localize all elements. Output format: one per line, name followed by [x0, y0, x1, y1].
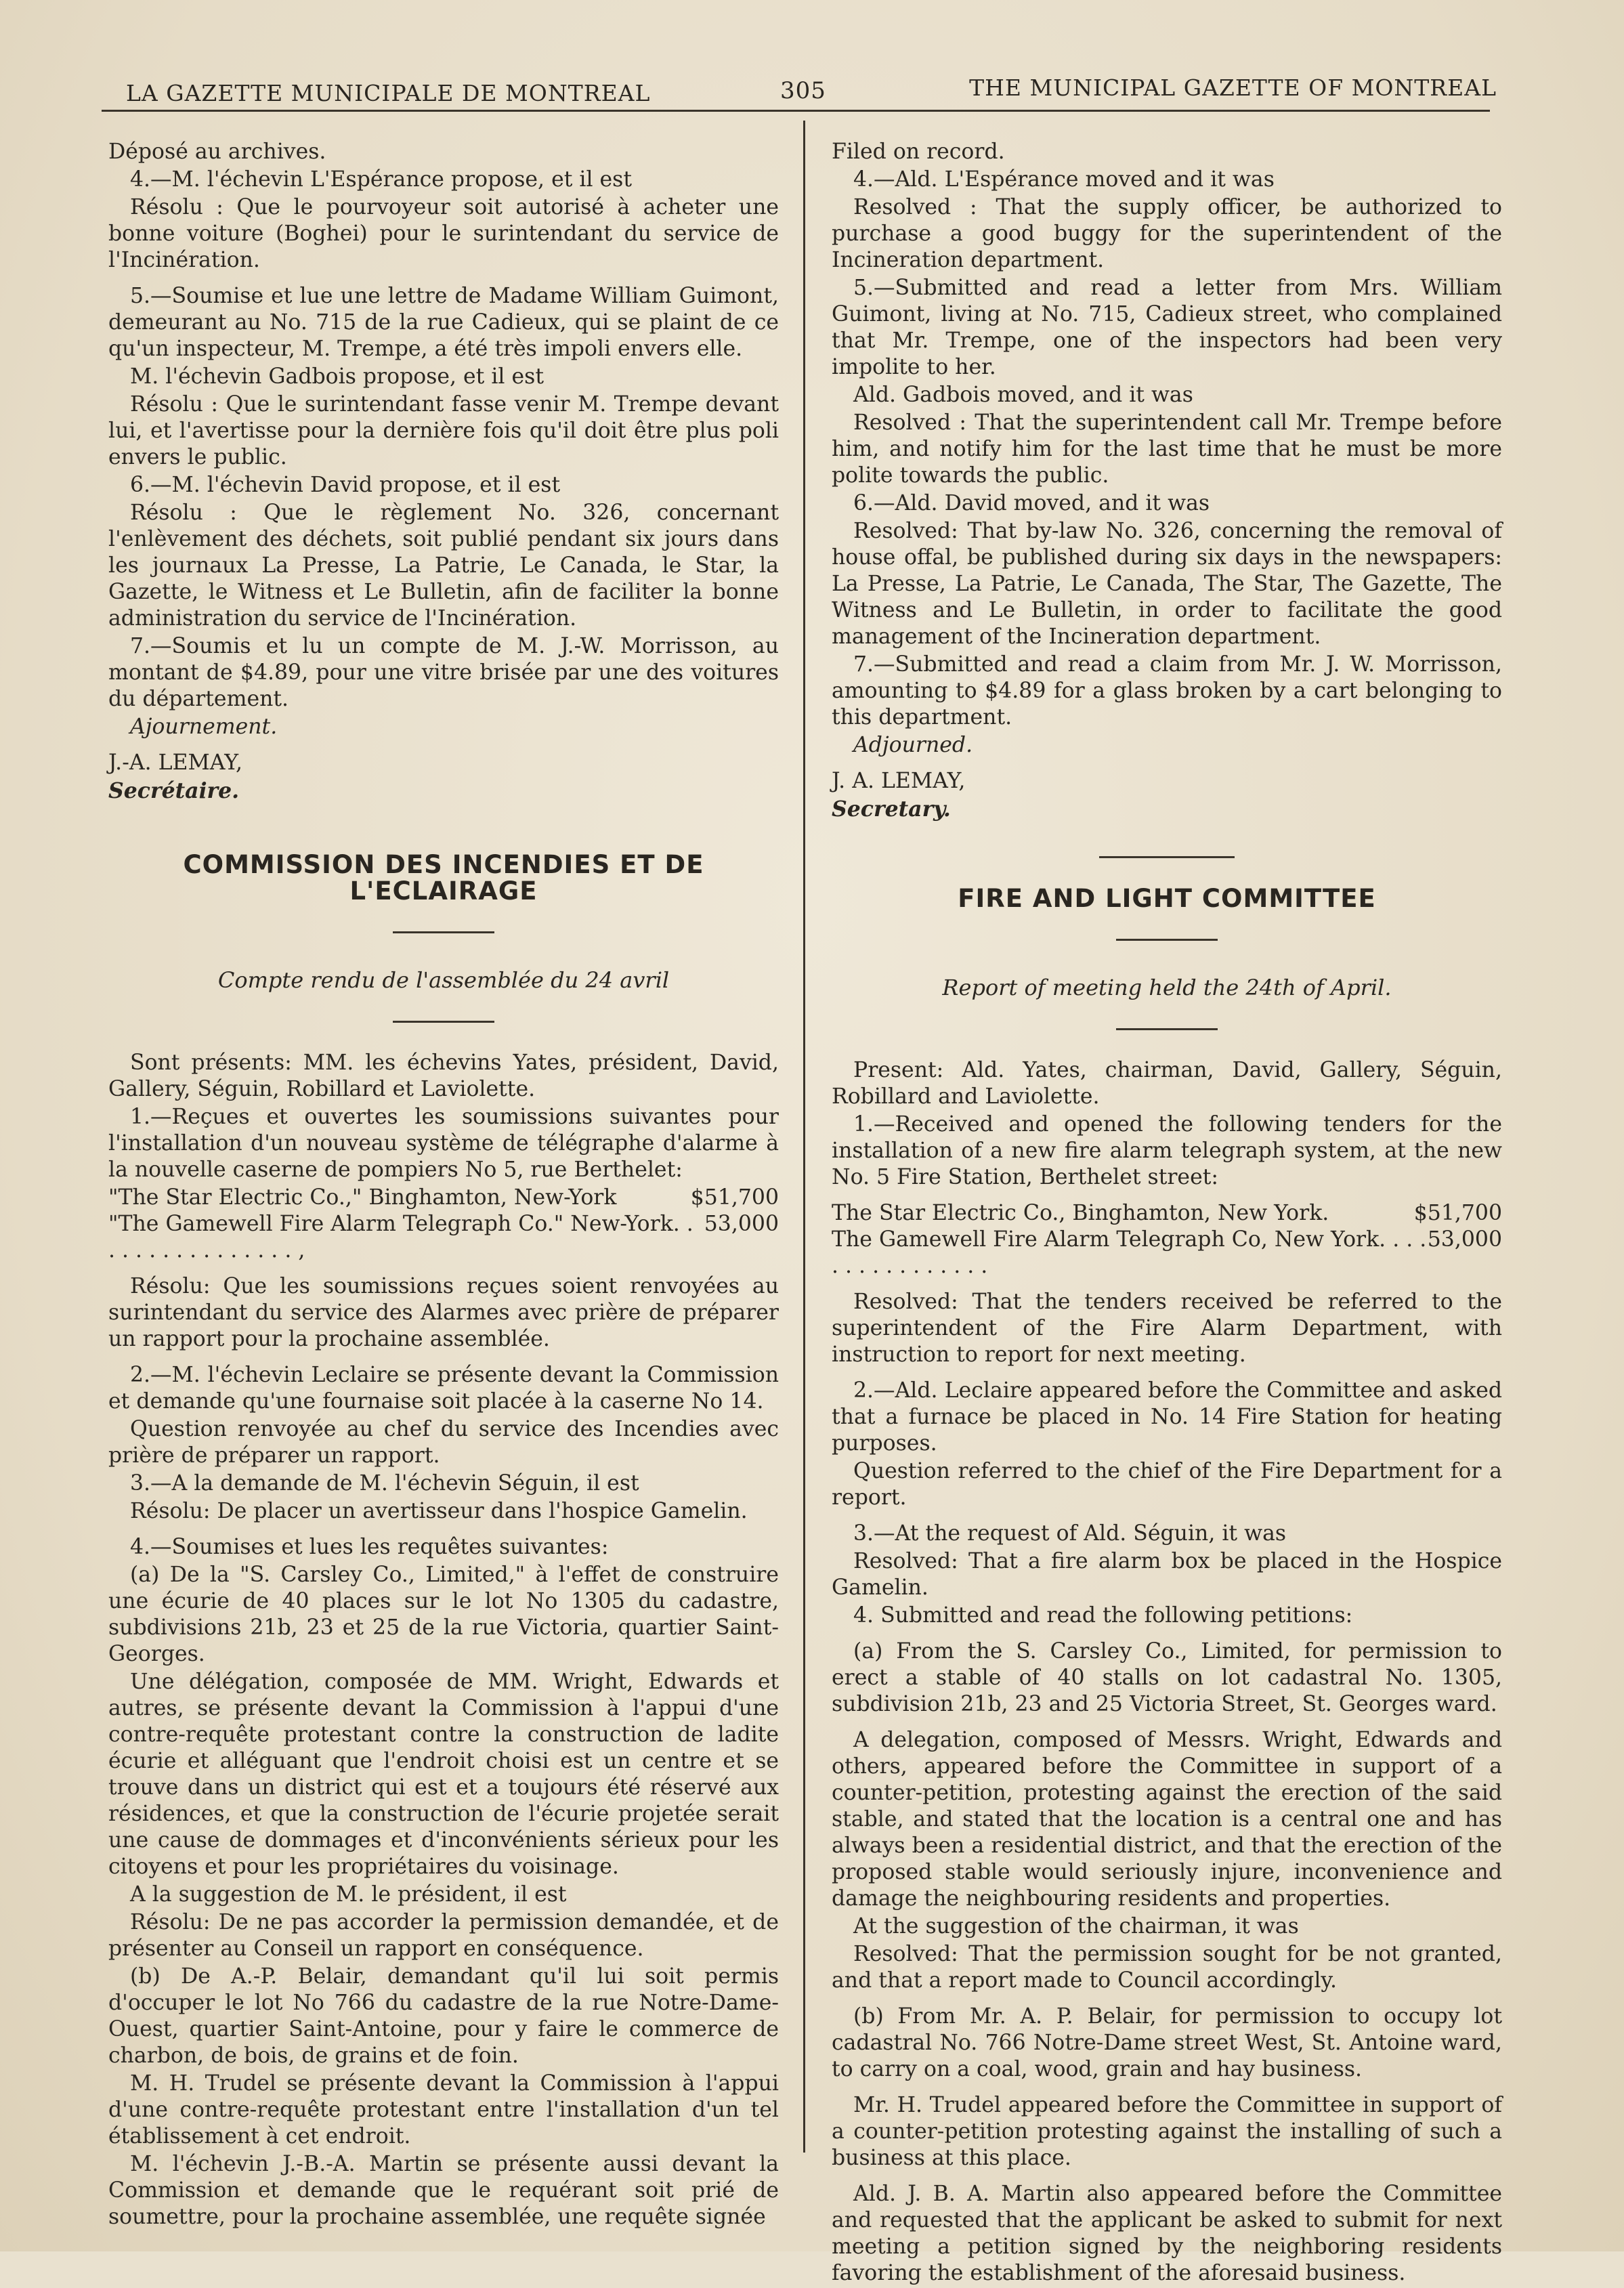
paragraph: Question referred to the chief of the Fire Department for a report. [832, 1459, 1502, 1510]
paragraph: A delegation, composed of Messrs. Wright, Edwards and others, appeared before the Committee in support of a counter-petition, protesting against the erection of the said stable, and stated that the location is a central one and has always been a residential district, and that the erection of the proposed stable would seriously injure, inconvenience and damage the neighbouring residents and properties. [832, 1728, 1502, 1911]
paragraph: Résolu : Que le surintendant fasse venir M. Trempe devant lui, et l'avertisse pour la dernière fois qu'il doit être plus poli envers le public. [108, 392, 779, 469]
paragraph: (a) De la "S. Carsley Co., Limited," à l'effet de construire une écurie de 40 places sur le lot No 1305 du cadastre, subdivisions 21b, 23 et 25 de la rue Victoria, quartier Saint-Georges. [108, 1563, 779, 1666]
paragraph: At the suggestion of the chairman, it was [853, 1914, 1299, 1939]
paragraph: 2.—M. l'échevin Leclaire se présente devant la Commission et demande qu'une fournaise soit placée à la caserne No 14. [108, 1363, 779, 1414]
paragraph: 4.—Ald. L'Espérance moved and it was [853, 167, 1275, 192]
paragraph: 6.—Ald. David moved, and it was [853, 491, 1210, 515]
paragraph: Résolu : Que le pourvoyeur soit autorisé à acheter une bonne voiture (Boghei) pour le surintendant du service de l'Incinération. [108, 195, 779, 272]
tender-amount: 53,000 [704, 1212, 779, 1236]
paragraph: 2.—Ald. Leclaire appeared before the Committee and asked that a furnace be placed in No. 14 Fire Station for heating purposes. [832, 1378, 1502, 1456]
paragraph: Resolved: That the permission sought for be not granted, and that a report made to Council accordingly. [832, 1942, 1502, 1993]
paragraph: 4.—Soumises et lues les requêtes suivantes: [130, 1535, 609, 1559]
paragraph: A la suggestion de M. le président, il est [130, 1882, 567, 1907]
tender-name: "The Gamewell Fire Alarm Telegraph Co." New-York. . . . . . . . . . . . . . . . , [108, 1212, 693, 1263]
paragraph: Resolved: That a fire alarm box be placed in the Hospice Gamelin. [832, 1549, 1502, 1600]
paragraph: Present: Ald. Yates, chairman, David, Gallery, Séguin, Robillard and Laviolette. [832, 1058, 1502, 1109]
paragraph: Filed on record. [832, 140, 1005, 164]
signature-role: Secrétaire. [108, 778, 240, 803]
signature-name: J.-A. LEMAY, [108, 750, 242, 775]
tender-amount: $51,700 [1413, 1201, 1502, 1225]
paragraph: Mr. H. Trudel appeared before the Committee in support of a counter-petition protesting against the installing of such a business at this place. [832, 2093, 1502, 2170]
tender-amount: $51,700 [690, 1185, 779, 1210]
paragraph: 7.—Soumis et lu un compte de M. J.-W. Morrisson, au montant de $4.89, pour une vitre brisée par une des voitures du département. [108, 634, 779, 711]
paragraph: 7.—Submitted and read a claim from Mr. J. W. Morrisson, amounting to $4.89 for a glass broken by a cart belonging to this department. [832, 652, 1502, 729]
adjourn-note: Ajournement. [130, 715, 278, 739]
paragraph: Resolved : That the supply officer, be authorized to purchase a good buggy for the superintendent of the Incineration department. [832, 195, 1502, 272]
paragraph: 5.—Submitted and read a letter from Mrs. William Guimont, living at No. 715, Cadieux street, who complained that Mr. Trempe, one of the inspectors had been very impolite to her. [832, 276, 1502, 379]
paragraph: (b) From Mr. A. P. Belair, for permission to occupy lot cadastral No. 766 Notre-Dame street West, St. Antoine ward, to carry on a coal, wood, grain and hay business. [832, 2004, 1502, 2081]
paragraph: M. H. Trudel se présente devant la Commission à l'appui d'une contre-requête protestant entre l'installation d'un tel établissement à cet endroit. [108, 2071, 779, 2148]
paragraph: 5.—Soumise et lue une lettre de Madame William Guimont, demeurant au No. 715 de la rue Cadieux, qui se plaint de ce qu'un inspecteur, M. Trempe, a été très impoli envers elle. [108, 284, 779, 361]
paragraph: (a) From the S. Carsley Co., Limited, for permission to erect a stable of 40 stalls on lot cadastral No. 1305, subdivision 21b, 23 and 25 Victoria Street, St. Georges ward. [832, 1639, 1502, 1716]
header-rule [102, 110, 1490, 112]
paragraph: Résolu : Que le règlement No. 326, concernant l'enlèvement des déchets, soit publié pendant six jours dans les journaux La Presse, La Patrie, Le Canada, le Star, la Gazette, le Witness et Le Bulletin, afin de faciliter la bonne administration du service de l'Incinération. [108, 501, 779, 631]
paragraph: 1.—Received and opened the following tenders for the installation of a new fire alarm telegraph system, at the new No. 5 Fire Station, Berthelet street: [832, 1112, 1502, 1189]
paragraph: Ald. Gadbois moved, and it was [853, 383, 1193, 407]
section-rule [393, 931, 494, 933]
section-title: COMMISSION DES INCENDIES ET DE L'ECLAIRAGE [183, 850, 704, 906]
paragraph: 1.—Reçues et ouvertes les soumissions suivantes pour l'installation d'un nouveau système de télégraphe d'alarme à la nouvelle caserne de pompiers No 5, rue Berthelet: [108, 1105, 779, 1182]
paragraph: 4.—M. l'échevin L'Espérance propose, et il est [130, 167, 633, 192]
tender-name: "The Star Electric Co.," Binghamton, New-York [108, 1185, 617, 1210]
section-rule [1099, 856, 1235, 858]
paragraph: 4. Submitted and read the following petitions: [853, 1603, 1353, 1628]
paragraph: Une délégation, composée de MM. Wright, Edwards et autres, se présente devant la Commission à l'appui d'une contre-requête protestant contre la construction de ladite écurie et alléguant que l'endroit choisi est un centre et se trouve dans un district qui est et a toujours été réservé aux résidences, et que la construction de l'écurie projetée serait une cause de dommages et d'inconvénients sérieux pour les citoyens et pour les propriétaires du voisinage. [108, 1670, 779, 1879]
paragraph: Ald. J. B. A. Martin also appeared before the Committee and requested that the applicant be asked to submit for next meeting a petition signed by the neighboring residents favoring the establishment of the aforesaid business. [832, 2182, 1502, 2285]
paragraph: Resolved: That by-law No. 326, concerning the removal of house offal, be published during six days in the newspapers: La Presse, La Patrie, Le Canada, The Star, The Gazette, The Witness and Le Bulletin, in order to facilitate the good management of the Incineration department. [832, 519, 1502, 649]
section-subtitle: Compte rendu de l'assemblée du 24 avril [217, 967, 670, 993]
tender-row [108, 1211, 779, 1264]
page-number: 305 [780, 77, 826, 104]
french-column [108, 139, 779, 2232]
paragraph: Resolved : That the superintendent call Mr. Trempe before him, and notify him for the last time that he must be more polite towards the public. [832, 410, 1502, 488]
paragraph: M. l'échevin J.-B.-A. Martin se présente aussi devant la Commission et demande que le requérant soit prié de soumettre, pour la prochaine assemblée, une requête signée [108, 2152, 779, 2229]
header-title-french: LA GAZETTE MUNICIPALE DE MONTREAL [126, 80, 651, 106]
paragraph: Sont présents: MM. les échevins Yates, président, David, Gallery, Séguin, Robillard et Laviolette. [108, 1051, 779, 1101]
paragraph: 3.—At the request of Ald. Séguin, it was [853, 1521, 1287, 1546]
header-title-english: THE MUNICIPAL GAZETTE OF MONTREAL [969, 75, 1497, 101]
tender-row [108, 1185, 779, 1211]
paragraph: Déposé au archives. [108, 140, 326, 164]
tender-row [832, 1227, 1502, 1279]
paragraph: 3.—A la demande de M. l'échevin Séguin, il est [130, 1471, 639, 1496]
paragraph: Question renvoyée au chef du service des Incendies avec prière de préparer un rapport. [108, 1417, 779, 1468]
paragraph: M. l'échevin Gadbois propose, et il est [130, 364, 544, 389]
english-column [832, 139, 1502, 2288]
section-title: FIRE AND LIGHT COMMITTEE [958, 884, 1376, 913]
tender-name: The Star Electric Co., Binghamton, New York. [832, 1201, 1329, 1225]
section-subtitle: Report of meeting held the 24th of April. [942, 975, 1392, 1000]
paragraph: Résolu: Que les soumissions reçues soient renvoyées au surintendant du service des Alarmes avec prière de préparer un rapport pour la prochaine assemblée. [108, 1274, 779, 1351]
column-divider [803, 121, 805, 2153]
tender-row [832, 1200, 1502, 1227]
page-header [122, 68, 1497, 108]
paragraph: (b) De A.-P. Belair, demandant qu'il lui soit permis d'occuper le lot No 766 du cadastre de la rue Notre-Dame-Ouest, quartier Saint-Antoine, pour y faire le commerce de charbon, de bois, de grains et de foin. [108, 1964, 779, 2068]
paragraph: Résolu: De ne pas accorder la permission demandée, et de présenter au Conseil un rapport en conséquence. [108, 1910, 779, 1961]
paragraph: 6.—M. l'échevin David propose, et il est [130, 473, 561, 497]
paragraph: Resolved: That the tenders received be referred to the superintendent of the Fire Alarm Department, with instruction to report for next meeting. [832, 1290, 1502, 1367]
paragraph: Résolu: De placer un avertisseur dans l'hospice Gamelin. [130, 1499, 748, 1523]
section-rule [393, 1021, 494, 1023]
signature-role: Secretary. [832, 797, 951, 822]
section-rule [1116, 1028, 1218, 1030]
tender-amount: 53,000 [1427, 1227, 1502, 1252]
adjourn-note: Adjourned. [853, 733, 973, 757]
section-rule [1116, 939, 1218, 941]
tender-name: The Gamewell Fire Alarm Telegraph Co, New York. . . . . . . . . . . . . . . . [832, 1227, 1427, 1278]
signature-name: J. A. LEMAY, [832, 769, 966, 793]
